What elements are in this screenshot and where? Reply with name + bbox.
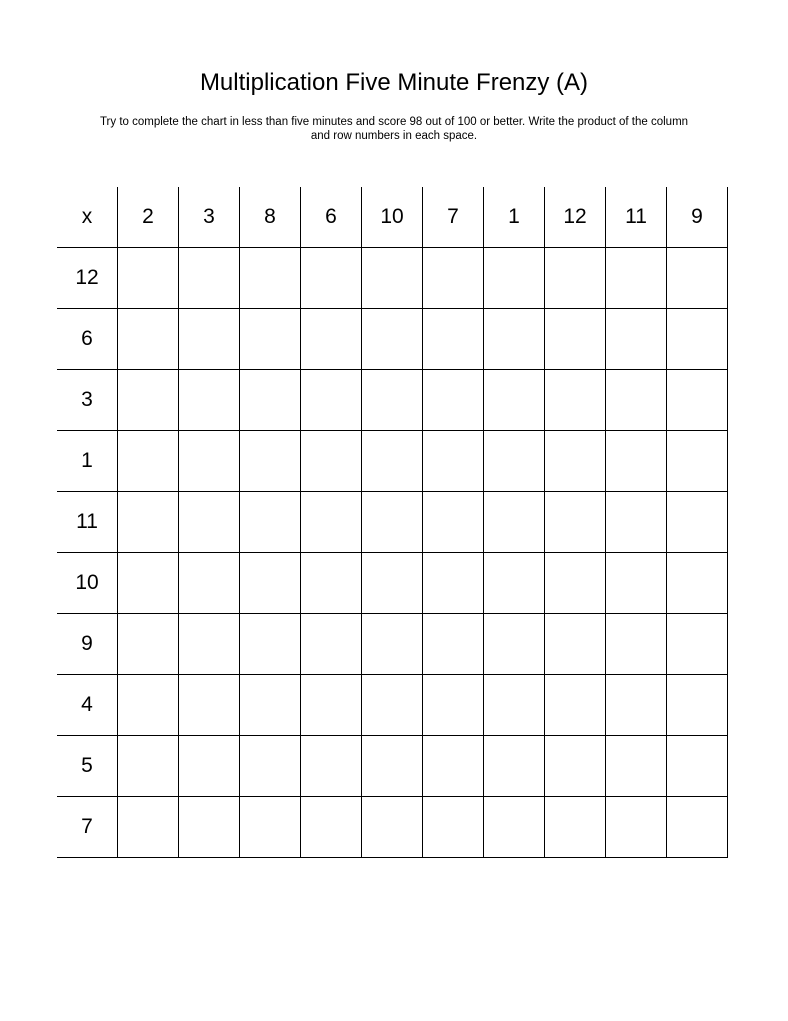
table-row: [57, 675, 728, 736]
answer-cell[interactable]: [484, 736, 545, 797]
answer-cell[interactable]: [179, 431, 240, 492]
answer-cell[interactable]: [118, 553, 179, 614]
answer-cell[interactable]: [362, 614, 423, 675]
answer-cell[interactable]: [362, 431, 423, 492]
answer-cell[interactable]: [423, 675, 484, 736]
answer-cell[interactable]: [362, 797, 423, 858]
answer-cell[interactable]: [423, 614, 484, 675]
answer-cell[interactable]: [423, 492, 484, 553]
answer-cell[interactable]: [484, 431, 545, 492]
answer-cell[interactable]: [606, 553, 667, 614]
answer-cell[interactable]: [545, 675, 606, 736]
answer-cell[interactable]: [606, 309, 667, 370]
answer-cell[interactable]: [179, 614, 240, 675]
answer-cell[interactable]: [667, 675, 728, 736]
answer-cell[interactable]: [362, 248, 423, 309]
instructions-line-1: Try to complete the chart in less than five minutes and score 98 out of 100 or better. Write the product of the column: [99, 116, 689, 128]
answer-cell[interactable]: [179, 248, 240, 309]
row-header: 11: [57, 492, 118, 553]
table-row: [57, 736, 728, 797]
row-header: 5: [57, 736, 118, 797]
header-row: [57, 187, 728, 248]
column-header: 8: [240, 187, 301, 248]
answer-cell[interactable]: [179, 370, 240, 431]
answer-cell[interactable]: [301, 675, 362, 736]
column-header: 10: [362, 187, 423, 248]
answer-cell[interactable]: [545, 492, 606, 553]
answer-cell[interactable]: [240, 797, 301, 858]
answer-cell[interactable]: [118, 248, 179, 309]
table-row: [57, 492, 728, 553]
answer-cell[interactable]: [606, 675, 667, 736]
table-row: [57, 370, 728, 431]
column-header: 11: [606, 187, 667, 248]
answer-cell[interactable]: [423, 736, 484, 797]
worksheet-title: Multiplication Five Minute Frenzy (A): [199, 69, 589, 96]
answer-cell[interactable]: [667, 736, 728, 797]
answer-cell[interactable]: [667, 553, 728, 614]
answer-cell[interactable]: [179, 675, 240, 736]
row-header: 12: [57, 248, 118, 309]
answer-cell[interactable]: [240, 614, 301, 675]
answer-cell[interactable]: [606, 370, 667, 431]
answer-cell[interactable]: [118, 492, 179, 553]
multiplication-grid: [57, 187, 728, 858]
column-header: 6: [301, 187, 362, 248]
answer-cell[interactable]: [240, 492, 301, 553]
answer-cell[interactable]: [301, 248, 362, 309]
answer-cell[interactable]: [118, 309, 179, 370]
row-header: 4: [57, 675, 118, 736]
instructions-line-2: and row numbers in each space.: [310, 130, 478, 142]
answer-cell[interactable]: [667, 797, 728, 858]
column-header: 3: [179, 187, 240, 248]
answer-cell[interactable]: [118, 370, 179, 431]
answer-cell[interactable]: [240, 553, 301, 614]
column-header: 2: [118, 187, 179, 248]
row-header: 6: [57, 309, 118, 370]
answer-cell[interactable]: [484, 675, 545, 736]
answer-cell[interactable]: [118, 431, 179, 492]
answer-cell[interactable]: [423, 309, 484, 370]
table-row: [57, 614, 728, 675]
answer-cell[interactable]: [179, 736, 240, 797]
answer-cell[interactable]: [667, 431, 728, 492]
answer-cell[interactable]: [606, 736, 667, 797]
answer-cell[interactable]: [484, 614, 545, 675]
answer-cell[interactable]: [179, 797, 240, 858]
answer-cell[interactable]: [606, 492, 667, 553]
answer-cell[interactable]: [362, 492, 423, 553]
table-row: [57, 797, 728, 858]
row-header: 10: [57, 553, 118, 614]
answer-cell[interactable]: [240, 309, 301, 370]
answer-cell[interactable]: [667, 492, 728, 553]
row-header: 3: [57, 370, 118, 431]
answer-cell[interactable]: [667, 614, 728, 675]
answer-cell[interactable]: [423, 248, 484, 309]
answer-cell[interactable]: [362, 736, 423, 797]
answer-cell[interactable]: [301, 370, 362, 431]
column-header: 12: [545, 187, 606, 248]
answer-cell[interactable]: [545, 553, 606, 614]
answer-cell[interactable]: [301, 736, 362, 797]
table-row: [57, 553, 728, 614]
answer-cell[interactable]: [118, 675, 179, 736]
answer-cell[interactable]: [362, 553, 423, 614]
answer-cell[interactable]: [423, 797, 484, 858]
answer-cell[interactable]: [301, 797, 362, 858]
answer-cell[interactable]: [301, 614, 362, 675]
answer-cell[interactable]: [545, 797, 606, 858]
answer-cell[interactable]: [301, 431, 362, 492]
answer-cell[interactable]: [301, 553, 362, 614]
row-header: 7: [57, 797, 118, 858]
row-header: 1: [57, 431, 118, 492]
answer-cell[interactable]: [484, 553, 545, 614]
answer-cell[interactable]: [545, 248, 606, 309]
table-row: [57, 431, 728, 492]
table-row: [57, 248, 728, 309]
operator-cell: x: [57, 187, 118, 248]
answer-cell[interactable]: [545, 431, 606, 492]
answer-cell[interactable]: [179, 309, 240, 370]
answer-cell[interactable]: [301, 492, 362, 553]
answer-cell[interactable]: [118, 736, 179, 797]
answer-cell[interactable]: [362, 675, 423, 736]
column-header: 7: [423, 187, 484, 248]
answer-cell[interactable]: [179, 492, 240, 553]
answer-cell[interactable]: [301, 309, 362, 370]
table-row: [57, 309, 728, 370]
column-header: 9: [667, 187, 728, 248]
answer-cell[interactable]: [240, 675, 301, 736]
answer-cell[interactable]: [606, 614, 667, 675]
answer-cell[interactable]: [423, 553, 484, 614]
answer-cell[interactable]: [667, 309, 728, 370]
answer-cell[interactable]: [667, 248, 728, 309]
instructions: [55, 115, 733, 143]
answer-cell[interactable]: [423, 431, 484, 492]
answer-cell[interactable]: [545, 370, 606, 431]
row-header: 9: [57, 614, 118, 675]
answer-cell[interactable]: [240, 370, 301, 431]
answer-cell[interactable]: [606, 431, 667, 492]
answer-cell[interactable]: [423, 370, 484, 431]
answer-cell[interactable]: [362, 309, 423, 370]
answer-cell[interactable]: [118, 614, 179, 675]
answer-cell[interactable]: [545, 614, 606, 675]
answer-cell[interactable]: [240, 736, 301, 797]
answer-cell[interactable]: [545, 309, 606, 370]
answer-cell[interactable]: [667, 370, 728, 431]
answer-cell[interactable]: [484, 309, 545, 370]
answer-cell[interactable]: [240, 431, 301, 492]
answer-cell[interactable]: [606, 248, 667, 309]
answer-cell[interactable]: [484, 370, 545, 431]
answer-cell[interactable]: [240, 248, 301, 309]
answer-cell[interactable]: [484, 797, 545, 858]
answer-cell[interactable]: [606, 797, 667, 858]
column-header: 1: [484, 187, 545, 248]
answer-cell[interactable]: [484, 248, 545, 309]
answer-cell[interactable]: [179, 553, 240, 614]
answer-cell[interactable]: [362, 370, 423, 431]
answer-cell[interactable]: [118, 797, 179, 858]
answer-cell[interactable]: [545, 736, 606, 797]
answer-cell[interactable]: [484, 492, 545, 553]
